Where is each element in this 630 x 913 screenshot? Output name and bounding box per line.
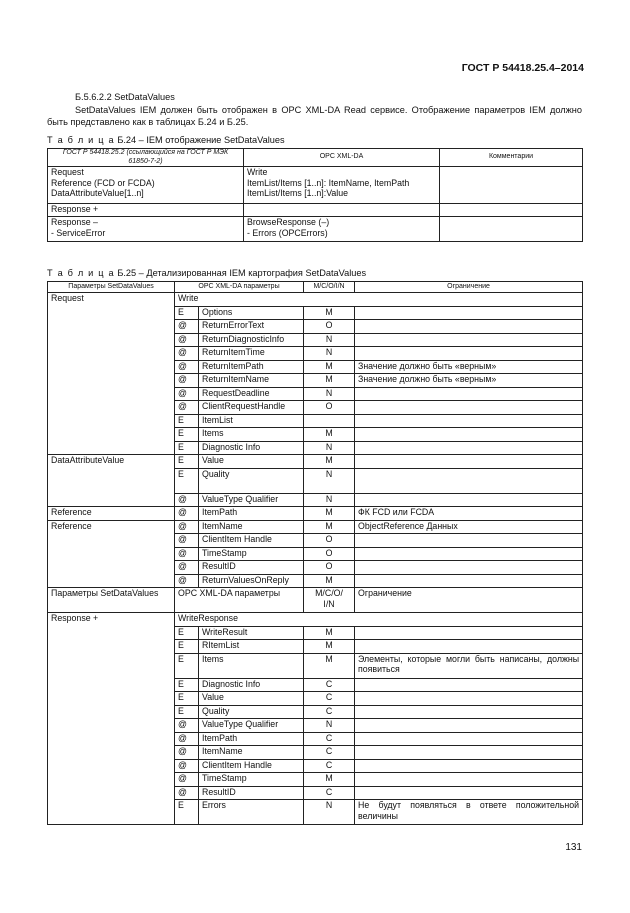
table25-name: ValueType Qualifier — [199, 719, 304, 733]
table25-caption-text: Б.25 – Детализированная IEM картография SetDataValues — [117, 268, 367, 278]
table25-note — [355, 320, 583, 334]
table25-note — [355, 574, 583, 588]
table25-note — [355, 732, 583, 746]
table25-mc: M — [304, 374, 355, 388]
table25-mc: N — [304, 333, 355, 347]
table25-symbol: @ — [175, 493, 199, 507]
table25-note — [355, 493, 583, 507]
table25-mc: M — [304, 626, 355, 640]
table24-line: - ServiceError — [51, 227, 106, 238]
table25-response-section — [48, 613, 583, 825]
table25-mc: M — [304, 360, 355, 374]
table24-cell — [48, 217, 244, 242]
table25-note — [355, 719, 583, 733]
table25-mc: N — [304, 387, 355, 401]
table25-symbol: @ — [175, 333, 199, 347]
table25-name: ItemPath — [199, 507, 304, 521]
table25-symbol: E — [175, 455, 199, 469]
intro-paragraph: SetDataValues IEM должен быть отображен в OPC XML-DA Read сервисе. Отображение параметров IEM должно быть представлено как в таблицах Б.24 и Б.25. — [47, 104, 582, 127]
table25-symbol: E — [175, 626, 199, 640]
table25-name: ReturnItemName — [199, 374, 304, 388]
table25-name: Options — [199, 306, 304, 320]
table25-name: Items — [199, 653, 304, 678]
table25-name: ItemList — [199, 414, 304, 428]
table25-dav-section — [48, 455, 583, 507]
table25-symbol: E — [175, 468, 199, 493]
table25-name: ReturnDiagnosticInfo — [199, 333, 304, 347]
table25-mc: N — [304, 468, 355, 493]
table25-header-constraint: Ограничение — [355, 282, 583, 293]
table25-symbol: @ — [175, 374, 199, 388]
table25-symbol: @ — [175, 507, 199, 521]
table25-symbol: E — [175, 306, 199, 320]
table24-caption-text: Б.24 – IEM отображение SetDataValues — [117, 135, 285, 145]
table25-row — [48, 455, 583, 469]
table25-note — [355, 468, 583, 493]
table25-note — [355, 547, 583, 561]
table25-name: ResultID — [199, 786, 304, 800]
table25-name: ItemName — [199, 520, 304, 534]
table25-name: ItemPath — [199, 732, 304, 746]
table25-note — [355, 759, 583, 773]
table25-note — [355, 534, 583, 548]
section-heading: Б.5.6.2.2 SetDataValues — [75, 92, 175, 102]
table24-line: Reference (FCD or FCDA) — [51, 177, 155, 188]
table25-mc: M — [304, 306, 355, 320]
table25-mc: N — [304, 800, 355, 825]
table25-mc: M — [304, 428, 355, 442]
table25-mc: C — [304, 746, 355, 760]
table25-symbol: @ — [175, 773, 199, 787]
table25-note — [355, 306, 583, 320]
table25-name: ReturnItemTime — [199, 347, 304, 361]
table25-symbol: @ — [175, 561, 199, 575]
table25-mc: N — [304, 719, 355, 733]
table25-mc: M — [304, 574, 355, 588]
table25-repeat-constraint: Ограничение — [355, 588, 583, 613]
table25-mc: O — [304, 401, 355, 415]
table24-caption-prefix: Т а б л и ц а — [47, 135, 115, 145]
table25-symbol: @ — [175, 786, 199, 800]
table24-line: Request — [51, 167, 84, 177]
table25-symbol: E — [175, 414, 199, 428]
table25-mc — [304, 414, 355, 428]
table-25 — [47, 281, 583, 825]
table25-note: ФК FCD или FCDA — [355, 507, 583, 521]
table24-cell: Response + — [48, 204, 244, 217]
table25-name: ClientRequestHandle — [199, 401, 304, 415]
table24-cell — [48, 167, 244, 204]
table25-header-row — [48, 282, 583, 293]
table25-symbol: E — [175, 678, 199, 692]
table25-name: WriteResult — [199, 626, 304, 640]
table25-name: ReturnItemPath — [199, 360, 304, 374]
table25-symbol: @ — [175, 320, 199, 334]
table24-cell — [440, 217, 583, 242]
table25-name: ItemName — [199, 746, 304, 760]
table25-note — [355, 773, 583, 787]
table25-repeat-header — [48, 588, 583, 613]
table24-cell — [244, 167, 440, 204]
table25-note: Не будут появляться в ответе положительной величины — [355, 800, 583, 825]
table25-group-name: Write — [175, 293, 583, 307]
table25-mc: O — [304, 534, 355, 548]
table25-caption — [47, 268, 366, 278]
table24-line: Write — [247, 167, 268, 177]
table24-header-gost: ГОСТ Р 54418.25.2 (ссылающийся на ГОСТ Р МЭК 61850-7-2) — [48, 149, 244, 167]
table25-param-label: Request — [48, 293, 175, 455]
table25-symbol: @ — [175, 347, 199, 361]
intro-section — [47, 91, 582, 129]
table25-caption-prefix: Т а б л и ц а — [47, 268, 115, 278]
table25-mc: O — [304, 561, 355, 575]
table25-mc: M — [304, 640, 355, 654]
table25-mc: M — [304, 455, 355, 469]
table25-note — [355, 786, 583, 800]
table25-symbol: @ — [175, 387, 199, 401]
table25-symbol: @ — [175, 547, 199, 561]
table25-symbol: @ — [175, 360, 199, 374]
table25-note: Элементы, которые могли быть написаны, должны появиться — [355, 653, 583, 678]
table25-param-label: Reference — [48, 507, 175, 521]
table25-row-reference-path — [48, 507, 583, 521]
table25-note: Значение должно быть «верным» — [355, 374, 583, 388]
table25-param-label: Reference — [48, 520, 175, 588]
table24-row-response-plus — [48, 204, 583, 217]
table25-name: ResultID — [199, 561, 304, 575]
table25-mc: O — [304, 547, 355, 561]
table25-symbol: @ — [175, 520, 199, 534]
table25-note — [355, 678, 583, 692]
table25-symbol: @ — [175, 732, 199, 746]
table25-note — [355, 387, 583, 401]
table24-line: ItemList/Items [1..n]:Value — [247, 188, 349, 198]
table25-name: ValueType Qualifier — [199, 493, 304, 507]
table25-symbol: @ — [175, 759, 199, 773]
table25-name: RequestDeadline — [199, 387, 304, 401]
table25-mc: C — [304, 732, 355, 746]
table25-name: Diagnostic Info — [199, 441, 304, 455]
table25-mc: C — [304, 692, 355, 706]
table25-name: TimeStamp — [199, 547, 304, 561]
table24-row-response-minus — [48, 217, 583, 242]
table25-note — [355, 692, 583, 706]
table25-row — [48, 613, 583, 627]
table25-request-section — [48, 293, 583, 455]
table25-mc: O — [304, 320, 355, 334]
table25-symbol: E — [175, 441, 199, 455]
table25-header-opc: OPC XML-DA параметры — [175, 282, 304, 293]
table25-name: Errors — [199, 800, 304, 825]
table25-note — [355, 347, 583, 361]
table25-note: ObjectReference Данных — [355, 520, 583, 534]
table25-mc: M — [304, 520, 355, 534]
table25-note — [355, 333, 583, 347]
table25-name: Items — [199, 428, 304, 442]
table25-note — [355, 746, 583, 760]
table24-cell — [440, 167, 583, 204]
table25-name: Diagnostic Info — [199, 678, 304, 692]
table25-name: ReturnErrorText — [199, 320, 304, 334]
table24-cell — [244, 217, 440, 242]
table25-group-name: WriteResponse — [175, 613, 583, 627]
table24-row-request — [48, 167, 583, 204]
table25-note: Значение должно быть «верным» — [355, 360, 583, 374]
table25-mc: N — [304, 347, 355, 361]
table25-note — [355, 561, 583, 575]
table25-symbol: E — [175, 705, 199, 719]
table25-mc: C — [304, 759, 355, 773]
table25-mc: N — [304, 441, 355, 455]
table25-symbol: @ — [175, 719, 199, 733]
table25-name: ReturnValuesOnReply — [199, 574, 304, 588]
page-number: 131 — [565, 842, 582, 853]
table25-note — [355, 640, 583, 654]
table24-line: - Errors (OPCErrors) — [247, 227, 328, 238]
table25-name: ClientItem Handle — [199, 534, 304, 548]
table25-mc: C — [304, 705, 355, 719]
table25-name: Quality — [199, 705, 304, 719]
table25-name: TimeStamp — [199, 773, 304, 787]
table24-header-opc: OPC XML-DA — [244, 149, 440, 167]
table25-note — [355, 626, 583, 640]
table25-name: ClientItem Handle — [199, 759, 304, 773]
table25-symbol: E — [175, 800, 199, 825]
table25-note — [355, 705, 583, 719]
table25-mc: M — [304, 653, 355, 678]
table25-repeat-opc: OPC XML-DA параметры — [175, 588, 304, 613]
table25-symbol: E — [175, 653, 199, 678]
table24-cell — [244, 204, 440, 217]
table25-note — [355, 455, 583, 469]
table24-line: BrowseResponse (–) — [247, 217, 330, 227]
table24-header-row — [48, 149, 583, 167]
table25-note — [355, 414, 583, 428]
table25-repeat-mcoin-line2: I/N — [323, 598, 335, 609]
table25-header-params: Параметры SetDataValues — [48, 282, 175, 293]
table24-line: ItemList/Items [1..n]: ItemName, ItemPath — [247, 177, 410, 188]
table25-symbol: @ — [175, 534, 199, 548]
table25-reference-section — [48, 520, 583, 588]
table25-symbol: @ — [175, 746, 199, 760]
table25-param-label: DataAttributeValue — [48, 455, 175, 507]
table25-name: RItemList — [199, 640, 304, 654]
table25-symbol: @ — [175, 574, 199, 588]
table25-repeat-params: Параметры SetDataValues — [48, 588, 175, 613]
table25-mc: C — [304, 786, 355, 800]
table25-mc: C — [304, 678, 355, 692]
table24-cell — [440, 204, 583, 217]
table24-header-comments: Комментарии — [440, 149, 583, 167]
table25-symbol: @ — [175, 401, 199, 415]
table25-symbol: E — [175, 692, 199, 706]
table25-note — [355, 441, 583, 455]
table25-symbol: E — [175, 640, 199, 654]
table25-name: Quality — [199, 468, 304, 493]
table25-mc: M — [304, 773, 355, 787]
table25-row — [48, 520, 583, 534]
table25-note — [355, 428, 583, 442]
table25-row — [48, 293, 583, 307]
table25-name: Value — [199, 455, 304, 469]
table25-repeat-mcoin — [304, 588, 355, 613]
standard-designation: ГОСТ Р 54418.25.4–2014 — [461, 62, 584, 74]
table25-name: Value — [199, 692, 304, 706]
table25-repeat-mcoin-line1: M/C/O/ — [315, 588, 343, 598]
table25-header-mcoin: M/C/O/I/N — [304, 282, 355, 293]
table25-mc: N — [304, 493, 355, 507]
table25-note — [355, 401, 583, 415]
table25-symbol: E — [175, 428, 199, 442]
table24-caption — [47, 135, 285, 145]
table25-param-label: Response + — [48, 613, 175, 825]
table-24 — [47, 148, 583, 242]
table24-line: DataAttributeValue[1..n] — [51, 188, 144, 198]
table25-mc: M — [304, 507, 355, 521]
table24-line: Response – — [51, 217, 98, 227]
